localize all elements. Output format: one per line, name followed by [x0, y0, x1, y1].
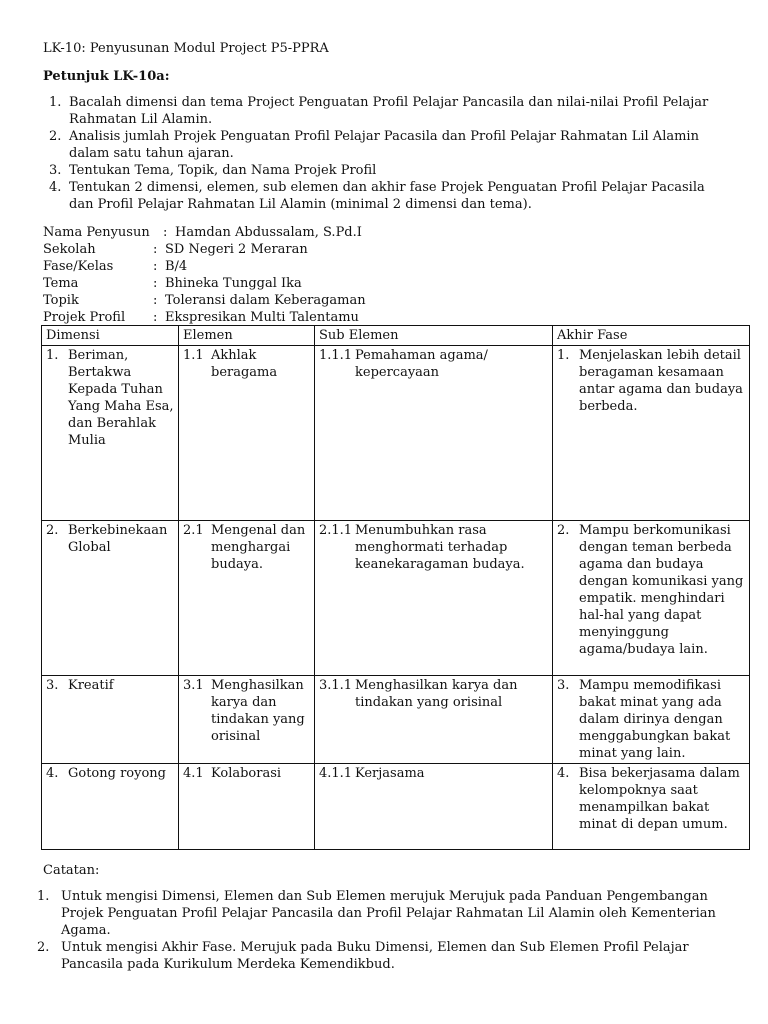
- table-row: [42, 764, 750, 850]
- info-value: Bhineka Tunggal Ika: [165, 276, 302, 291]
- cell-sub-elemen: [315, 346, 553, 521]
- dimensi-text: Kreatif: [68, 678, 114, 693]
- akhir-fase-number: 3.: [557, 678, 570, 693]
- table-header-row: [42, 326, 750, 346]
- akhir-fase-number: 2.: [557, 523, 570, 538]
- info-separator: :: [163, 225, 168, 240]
- info-label: Topik: [43, 293, 79, 308]
- cell-elemen: [179, 346, 315, 521]
- table-row: [42, 346, 750, 521]
- table-row: [42, 676, 750, 764]
- header-dimensi: Dimensi: [42, 326, 179, 346]
- instruction-item: [43, 179, 733, 213]
- sub-elemen-number: 2.1.1: [319, 523, 353, 538]
- info-label: Sekolah: [43, 242, 96, 257]
- info-separator: :: [153, 276, 158, 291]
- elemen-number: 4.1: [183, 766, 204, 781]
- elemen-text: Akhlak beragama: [211, 348, 278, 380]
- elemen-number: 1.1: [183, 348, 204, 363]
- note-number: 2.: [37, 940, 50, 955]
- sub-elemen-number: 3.1.1: [319, 678, 353, 693]
- instruction-text: Bacalah dimensi dan tema Project Penguatan Profil Pelajar Pancasila dan nilai-nilai Profil Pelajar Rahmatan Lil Alamin.: [69, 95, 709, 127]
- info-value: B/4: [165, 259, 188, 274]
- dimensi-text: Berkebinekaan Global: [68, 523, 168, 555]
- info-label: Nama Penyusun: [43, 225, 150, 240]
- cell-elemen: [179, 764, 315, 850]
- instruction-number: 3.: [49, 163, 62, 178]
- cell-akhir-fase: [553, 521, 750, 676]
- cell-dimensi: [42, 346, 179, 521]
- info-separator: :: [153, 310, 158, 325]
- dimensi-number: 4.: [46, 766, 59, 781]
- dimension-table: [41, 325, 750, 850]
- header-elemen: Elemen: [179, 326, 315, 346]
- akhir-fase-number: 4.: [557, 766, 570, 781]
- info-separator: :: [153, 259, 158, 274]
- info-separator: :: [153, 242, 158, 257]
- sub-elemen-text: Kerjasama: [355, 766, 425, 781]
- info-value: Toleransi dalam Keberagaman: [165, 293, 366, 308]
- akhir-fase-text: Mampu memodifikasi bakat minat yang ada dalam dirinya dengan menggabungkan bakat minat yang lain.: [579, 678, 731, 761]
- note-number: 1.: [37, 889, 50, 904]
- identity-block: [43, 224, 366, 326]
- akhir-fase-text: Bisa bekerjasama dalam kelompoknya saat menampilkan bakat minat di depan umum.: [579, 766, 740, 832]
- info-row-projek-profil: [43, 309, 366, 326]
- akhir-fase-number: 1.: [557, 348, 570, 363]
- note-item: [37, 939, 747, 973]
- note-text: Untuk mengisi Dimensi, Elemen dan Sub Elemen merujuk Merujuk pada Panduan Pengembangan Projek Penguatan Profil Pelajar Pancasila dan Profil Pelajar Rahmatan Lil Alamin oleh Kementerian Agama.: [61, 889, 716, 938]
- info-row-tema: [43, 275, 366, 292]
- document-title: LK-10: Penyusunan Modul Project P5-PPRA: [43, 41, 329, 56]
- info-label: Fase/Kelas: [43, 259, 114, 274]
- instruction-number: 1.: [49, 95, 62, 110]
- dimensi-number: 2.: [46, 523, 59, 538]
- note-item: [37, 888, 747, 939]
- instruction-item: [43, 162, 733, 179]
- instructions-list: [43, 94, 733, 213]
- instruction-item: [43, 94, 733, 128]
- elemen-number: 2.1: [183, 523, 204, 538]
- instruction-text: Tentukan Tema, Topik, dan Nama Projek Profil: [69, 163, 377, 178]
- elemen-number: 3.1: [183, 678, 204, 693]
- cell-sub-elemen: [315, 676, 553, 764]
- cell-elemen: [179, 521, 315, 676]
- cell-dimensi: [42, 676, 179, 764]
- dimensi-number: 1.: [46, 348, 59, 363]
- elemen-text: Mengenal dan menghargai budaya.: [211, 523, 306, 572]
- dimensi-text: Gotong royong: [68, 766, 166, 781]
- sub-elemen-number: 1.1.1: [319, 348, 353, 363]
- info-value: SD Negeri 2 Meraran: [165, 242, 308, 257]
- sub-elemen-text: Menghasilkan karya dan tindakan yang orisinal: [355, 678, 518, 710]
- instruction-text: Analisis jumlah Projek Penguatan Profil Pelajar Pacasila dan Profil Pelajar Rahmatan Lil Alamin dalam satu tahun ajaran.: [69, 129, 699, 161]
- cell-dimensi: [42, 521, 179, 676]
- info-label: Projek Profil: [43, 310, 126, 325]
- cell-akhir-fase: [553, 764, 750, 850]
- info-row-fase-kelas: [43, 258, 366, 275]
- info-value: Ekspresikan Multi Talentamu: [165, 310, 359, 325]
- header-sub-elemen: Sub Elemen: [315, 326, 553, 346]
- cell-dimensi: [42, 764, 179, 850]
- instructions-heading: Petunjuk LK-10a:: [43, 69, 170, 84]
- notes-list: [37, 888, 747, 973]
- instruction-item: [43, 128, 733, 162]
- sub-elemen-number: 4.1.1: [319, 766, 353, 781]
- elemen-text: Kolaborasi: [211, 766, 282, 781]
- info-row-sekolah: [43, 241, 366, 258]
- header-akhir-fase: Akhir Fase: [553, 326, 750, 346]
- info-label: Tema: [43, 276, 79, 291]
- dimensi-text: Beriman, Bertakwa Kepada Tuhan Yang Maha Esa, dan Berahlak Mulia: [68, 348, 174, 448]
- akhir-fase-text: Menjelaskan lebih detail beragaman kesamaan antar agama dan budaya berbeda.: [579, 348, 743, 414]
- note-text: Untuk mengisi Akhir Fase. Merujuk pada Buku Dimensi, Elemen dan Sub Elemen Profil Pelajar Pancasila pada Kurikulum Merdeka Kemendikbud.: [61, 940, 689, 972]
- info-row-nama-penyusun: [43, 224, 366, 241]
- instruction-number: 4.: [49, 180, 62, 195]
- info-row-topik: [43, 292, 366, 309]
- table-row: [42, 521, 750, 676]
- cell-elemen: [179, 676, 315, 764]
- cell-akhir-fase: [553, 676, 750, 764]
- info-separator: :: [153, 293, 158, 308]
- instruction-number: 2.: [49, 129, 62, 144]
- akhir-fase-text: Mampu berkomunikasi dengan teman berbeda agama dan budaya dengan komunikasi yang empatik. menghindari hal-hal yang dapat menyinggung agama/budaya lain.: [579, 523, 744, 657]
- sub-elemen-text: Pemahaman agama/ kepercayaan: [355, 348, 488, 380]
- instruction-text: Tentukan 2 dimensi, elemen, sub elemen dan akhir fase Projek Penguatan Profil Pelajar Pacasila dan Profil Pelajar Rahmatan Lil Alamin (minimal 2 dimensi dan tema).: [69, 180, 705, 212]
- cell-sub-elemen: [315, 764, 553, 850]
- cell-akhir-fase: [553, 346, 750, 521]
- elemen-text: Menghasilkan karya dan tindakan yang orisinal: [211, 678, 305, 744]
- notes-heading: Catatan:: [43, 863, 100, 878]
- info-value: Hamdan Abdussalam, S.Pd.I: [175, 225, 362, 240]
- cell-sub-elemen: [315, 521, 553, 676]
- sub-elemen-text: Menumbuhkan rasa menghormati terhadap keanekaragaman budaya.: [355, 523, 525, 572]
- dimensi-number: 3.: [46, 678, 59, 693]
